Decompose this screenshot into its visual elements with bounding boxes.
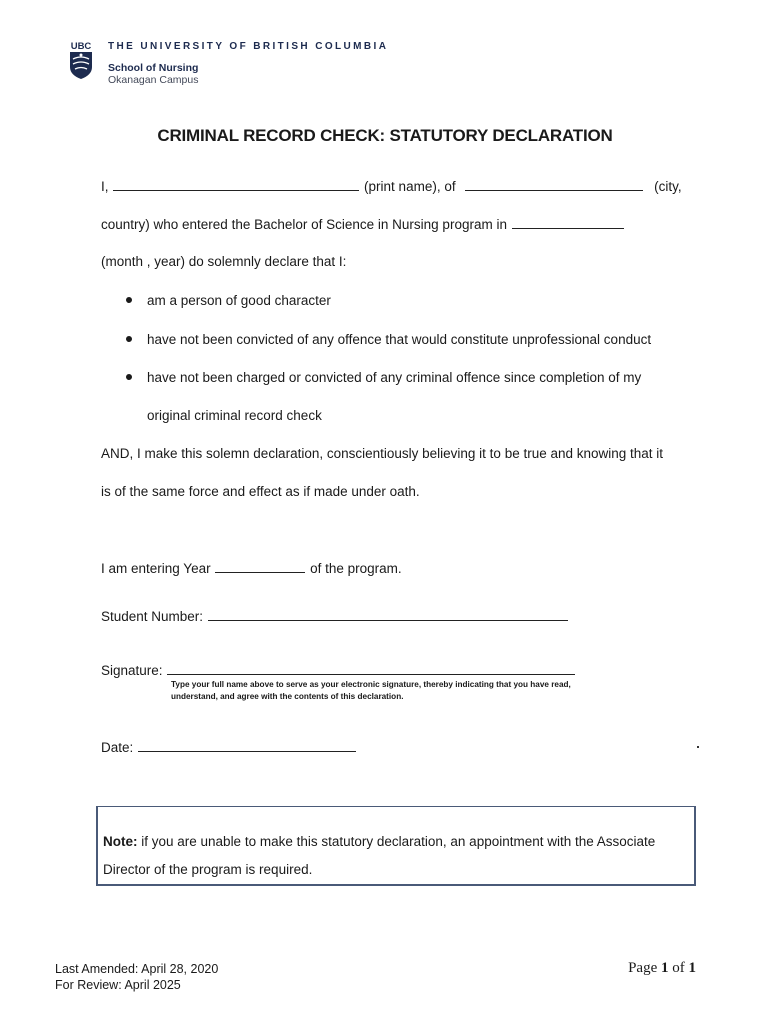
bullet-item-2: have not been convicted of any offence that would constitute unprofessional conduct — [147, 332, 652, 347]
line1-prefix: I, — [101, 179, 109, 194]
declaration-line-3: (month , year) do solemnly declare that I: — [101, 254, 347, 269]
year-field[interactable] — [215, 559, 305, 573]
student-number-label: Student Number: — [101, 609, 204, 624]
year-line — [101, 559, 402, 578]
note-body: if you are unable to make this statutory declaration, an appointment with the Associate Director of the program is required. — [103, 834, 656, 877]
page-number — [628, 960, 696, 977]
page-total: 1 — [688, 960, 696, 976]
city-field[interactable] — [465, 177, 643, 191]
bullet-item-3: have not been charged or convicted of any criminal offence since completion of my — [147, 370, 642, 385]
bullet-marker — [126, 374, 132, 380]
bullet-item-3-continued: original criminal record check — [147, 408, 322, 423]
year-label: I am entering Year — [101, 561, 211, 576]
bullet-marker — [126, 336, 132, 342]
campus-name: Okanagan Campus — [108, 74, 199, 86]
declaration-paragraph-line-1: AND, I make this solemn declaration, conscientiously believing it to be true and knowing that it — [101, 446, 664, 461]
signature-field[interactable] — [167, 661, 575, 675]
bullet-item-1: am a person of good character — [147, 293, 331, 308]
line1-end: (city, — [654, 179, 682, 194]
student-number-line — [101, 607, 569, 626]
date-label: Date: — [101, 740, 134, 755]
declaration-paragraph-line-2: is of the same force and effect as if made under oath. — [101, 484, 420, 499]
page-current: 1 — [661, 960, 669, 976]
date-line — [101, 738, 357, 757]
page-of: of — [668, 960, 689, 976]
declaration-line-2 — [101, 215, 625, 234]
university-name: THE UNIVERSITY OF BRITISH COLUMBIA — [108, 41, 389, 52]
school-name: School of Nursing — [108, 62, 199, 74]
signature-label: Signature: — [101, 663, 163, 678]
line2-text: country) who entered the Bachelor of Science in Nursing program in — [101, 217, 507, 232]
declaration-line-1 — [101, 177, 682, 196]
last-amended: Last Amended: April 28, 2020 — [55, 962, 219, 976]
note-label: Note: — [103, 834, 138, 849]
footer-dates — [55, 961, 218, 993]
signature-line — [101, 661, 576, 680]
date-field[interactable] — [138, 738, 356, 752]
student-number-field[interactable] — [208, 607, 568, 621]
program-date-field[interactable] — [512, 215, 624, 229]
stray-mark — [697, 746, 699, 748]
note-text — [103, 828, 693, 884]
year-suffix: of the program. — [310, 561, 402, 576]
page-title: CRIMINAL RECORD CHECK: STATUTORY DECLARATION — [157, 126, 613, 145]
ubc-crest-logo — [68, 39, 94, 79]
for-review: For Review: April 2025 — [55, 978, 181, 992]
signature-instructions: Type your full name above to serve as your electronic signature, thereby indicating that you have read, understand, and agree with the contents of this declaration. — [171, 680, 571, 701]
bullet-marker — [126, 297, 132, 303]
svg-text:UBC: UBC — [70, 41, 92, 52]
print-name-field[interactable] — [113, 177, 359, 191]
page-prefix: Page — [628, 960, 661, 976]
line1-mid: (print name), of — [364, 179, 456, 194]
header-text — [108, 41, 388, 87]
